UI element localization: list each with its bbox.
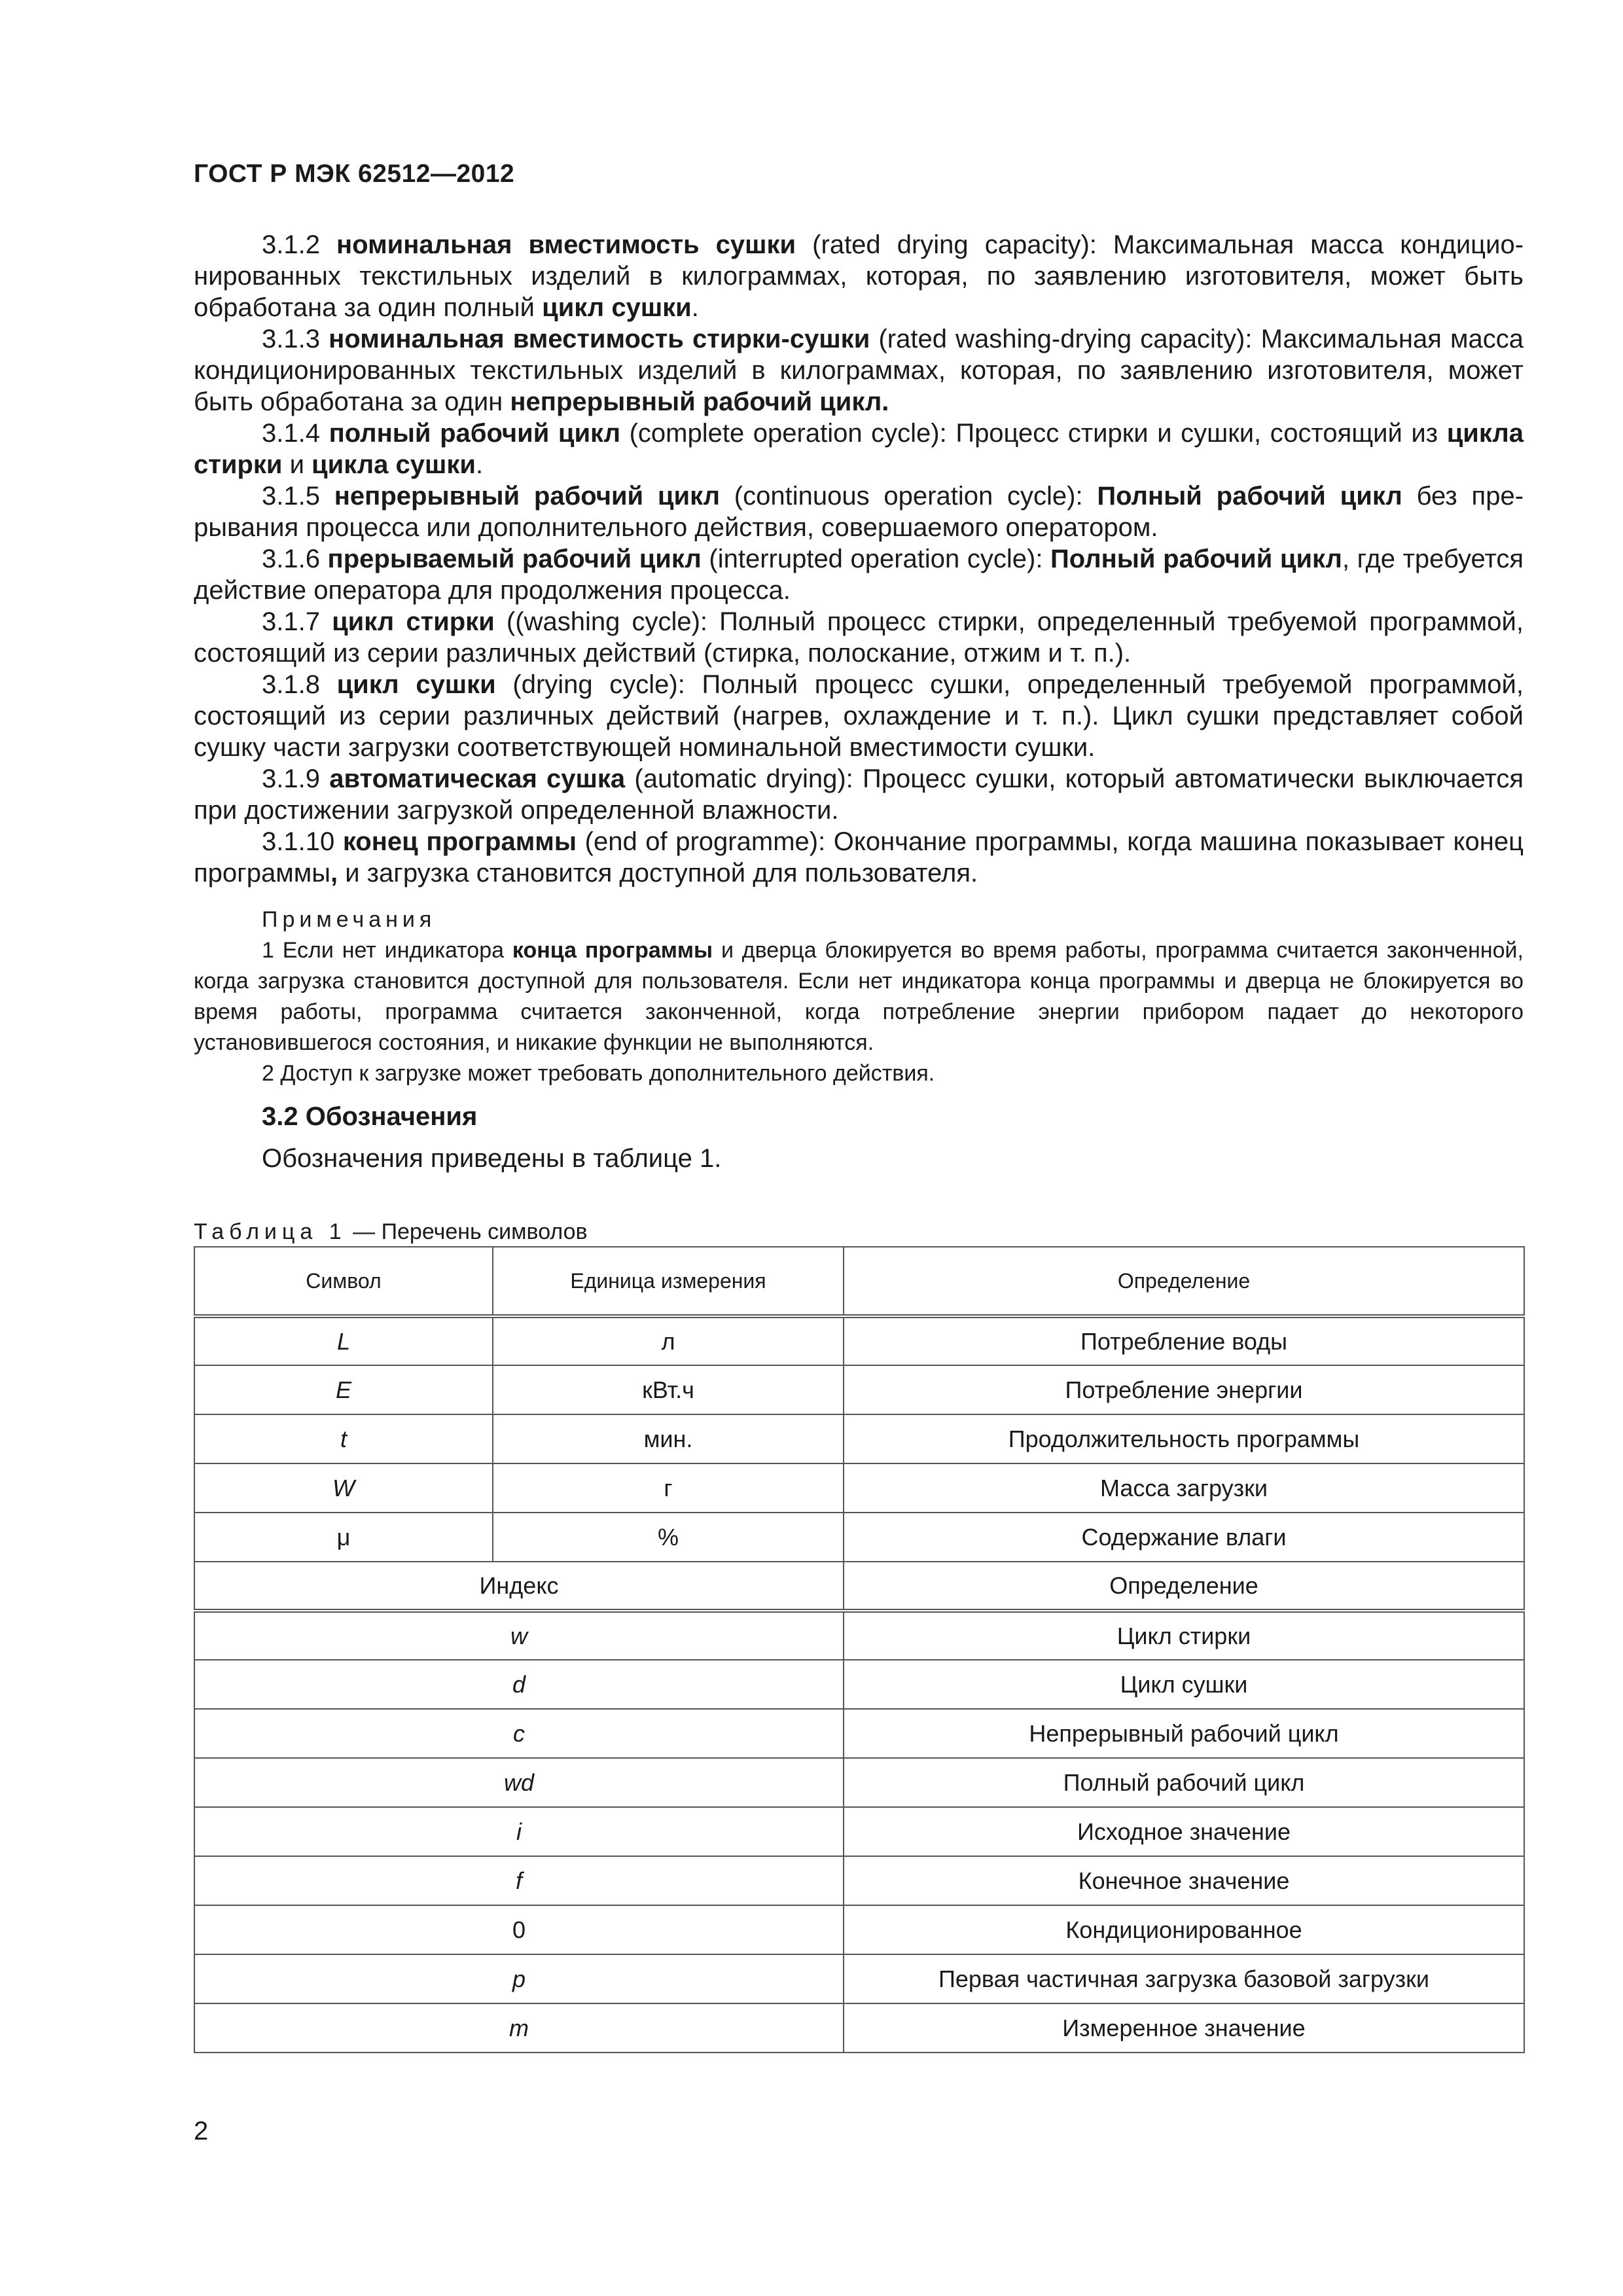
definition-cell: Масса загрузки — [844, 1463, 1524, 1513]
table-row — [194, 1463, 1524, 1513]
term-bold: цикл сушки — [336, 670, 496, 699]
definition-cell: Первая частичная загрузка базовой загрузки — [844, 1954, 1524, 2003]
section-heading: 3.2 Обозначения — [262, 1102, 478, 1131]
term-bold: цикл сушки — [542, 293, 692, 322]
term-bold: конец программы — [342, 827, 577, 856]
text-segment: (interrupted operation cycle): — [701, 545, 1050, 573]
definition-cell: Конечное значение — [844, 1856, 1524, 1905]
table-caption-label: Таблица 1 — [194, 1219, 347, 1244]
table-row — [194, 1807, 1524, 1856]
definition-d316 — [194, 543, 1524, 606]
symbol-cell: L — [194, 1316, 493, 1365]
index-definition-header: Определение — [844, 1562, 1524, 1611]
symbol-cell: E — [194, 1365, 493, 1414]
text-segment: 3.1.5 — [262, 482, 334, 511]
unit-cell: кВт.ч — [493, 1365, 844, 1414]
table-row — [194, 1758, 1524, 1807]
notes-block — [194, 905, 1524, 1089]
text-segment: (rated drying capacity): Максимальная масса кондиционированных текстильных изделий в килограммах, которая, по заявлению изготовителя, может быть обработана за один полный — [194, 230, 1524, 322]
unit-cell: % — [493, 1513, 844, 1562]
note-n1 — [194, 935, 1524, 1058]
table-row — [194, 1954, 1524, 2003]
index-cell: f — [194, 1856, 844, 1905]
definition-cell: Потребление воды — [844, 1316, 1524, 1365]
definition-d3110 — [194, 826, 1524, 889]
text-segment: 3.1.9 — [262, 764, 330, 793]
table-header-row — [194, 1247, 1524, 1316]
term-bold: полный рабочий цикл — [329, 419, 620, 448]
document-header: ГОСТ Р МЭК 62512—2012 — [194, 160, 515, 188]
note-n2 — [194, 1058, 1524, 1089]
symbol-cell: t — [194, 1414, 493, 1463]
definition-d318 — [194, 669, 1524, 763]
table-row — [194, 1365, 1524, 1414]
definition-cell: Полный рабочий цикл — [844, 1758, 1524, 1807]
page-number: 2 — [194, 2117, 209, 2145]
index-cell: m — [194, 2003, 844, 2053]
definition-cell: Непрерывный рабочий цикл — [844, 1709, 1524, 1758]
text-segment: и — [282, 450, 312, 479]
definition-d314 — [194, 418, 1524, 480]
definition-d315 — [194, 480, 1524, 543]
text-segment: (continuous operation cycle): — [720, 482, 1097, 511]
table-row — [194, 1513, 1524, 1562]
term-bold: номинальная вместимость сушки — [336, 230, 796, 259]
unit-cell: л — [493, 1316, 844, 1365]
definition-cell: Кондиционированное — [844, 1905, 1524, 1954]
term-bold: прерываемый рабочий цикл — [327, 545, 702, 573]
term-bold: , — [330, 859, 338, 888]
definitions-list — [194, 229, 1524, 889]
unit-cell: мин. — [493, 1414, 844, 1463]
index-cell: w — [194, 1611, 844, 1660]
term-bold: цикл стирки — [332, 607, 495, 636]
table-row — [194, 1316, 1524, 1365]
symbols-table — [194, 1246, 1525, 2053]
term-bold: цикла стирки — [194, 419, 1524, 479]
text-segment: 3.1.4 — [262, 419, 329, 448]
definition-d317 — [194, 606, 1524, 669]
table-row — [194, 1856, 1524, 1905]
table-body — [194, 1316, 1524, 2053]
table-row — [194, 2003, 1524, 2053]
text-segment: 3.1.6 — [262, 545, 328, 573]
symbol-cell: μ — [194, 1513, 493, 1562]
table-row — [194, 1660, 1524, 1709]
section-intro: Обозначения приведены в таблице 1. — [262, 1144, 722, 1173]
text-segment: , где требуется действие оператора для продолжения процесса. — [194, 545, 1524, 605]
text-segment: и загрузка становится доступной для пользователя. — [338, 859, 978, 888]
text-segment: 3.1.7 — [262, 607, 332, 636]
header-unit: Единица измерения — [493, 1247, 844, 1316]
definition-cell: Цикл сушки — [844, 1660, 1524, 1709]
term-bold: Полный рабочий цикл — [1097, 482, 1402, 511]
text-segment: 2 Доступ к загрузке может требовать дополнительного действия. — [262, 1061, 935, 1086]
text-segment: 1 Если нет индикатора — [262, 938, 512, 963]
document-body — [194, 229, 1524, 1246]
text-segment: 3.1.2 — [262, 230, 337, 259]
text-segment: ((washing cycle): Полный процесс стирки, определенный требуемой программой, состоящий из серии различных действий (стирка, полоскание, отжим и т. п.). — [194, 607, 1524, 668]
definition-cell: Продолжительность программы — [844, 1414, 1524, 1463]
table-row — [194, 1611, 1524, 1660]
term-bold: номинальная вместимость стирки-сушки — [329, 325, 870, 353]
notes-title: Примечания — [262, 907, 437, 932]
definition-cell: Исходное значение — [844, 1807, 1524, 1856]
table-caption — [194, 1217, 1524, 1246]
index-cell: i — [194, 1807, 844, 1856]
table-row — [194, 1414, 1524, 1463]
index-header: Индекс — [194, 1562, 844, 1611]
header-symbol: Символ — [194, 1247, 493, 1316]
symbol-cell: W — [194, 1463, 493, 1513]
term-bold: цикла сушки — [312, 450, 476, 479]
index-cell: p — [194, 1954, 844, 2003]
text-segment: . — [691, 293, 699, 322]
index-cell: d — [194, 1660, 844, 1709]
term-bold: непрерывный рабочий цикл — [334, 482, 721, 511]
term-bold: автоматическая сушка — [329, 764, 626, 793]
index-cell: 0 — [194, 1905, 844, 1954]
text-segment: (rated washing-drying capacity): Максимальная масса кондиционированных текстильных изделий в килограммах, которая, по заявлению изготовителя, может быть обработана за один — [194, 325, 1524, 416]
table-row — [194, 1709, 1524, 1758]
index-header-row — [194, 1562, 1524, 1611]
text-segment: (end of programme): Окончание программы, когда машина показывает конец программы — [194, 827, 1524, 888]
text-segment: и дверца блокируется во время работы, программа считается законченной, когда загрузка становится доступной для пользователя. Если нет индикатора конца программы и дверца не блокируется во время работы, программа считается законченной, когда потребление энергии прибором падает до некоторого установившегося состояния, и никакие функции не выполняются. — [194, 938, 1524, 1055]
definition-cell: Измеренное значение — [844, 2003, 1524, 2053]
text-segment: (complete operation cycle): Процесс стирки и сушки, состоящий из — [620, 419, 1447, 448]
header-definition: Определение — [844, 1247, 1524, 1316]
text-segment: (drying cycle): Полный процесс сушки, определенный требуемой программой, состоящий из серии различных действий (нагрев, охлаждение и т. п.). Цикл сушки представляет собой сушку части загрузки соответствующей номинальной вместимости сушки. — [194, 670, 1524, 762]
text-segment: (automatic drying): Процесс сушки, который автоматически выключается при достижении загрузкой определенной влажности. — [194, 764, 1524, 825]
table-caption-text: — Перечень символов — [346, 1219, 588, 1244]
table-row — [194, 1905, 1524, 1954]
definition-cell: Цикл стирки — [844, 1611, 1524, 1660]
text-segment: 3.1.10 — [262, 827, 343, 856]
term-bold: непрерывный рабочий цикл. — [510, 387, 889, 416]
text-segment: . — [475, 450, 484, 479]
index-cell: c — [194, 1709, 844, 1758]
index-cell: wd — [194, 1758, 844, 1807]
text-segment: 3.1.3 — [262, 325, 329, 353]
definition-cell: Содержание влаги — [844, 1513, 1524, 1562]
unit-cell: г — [493, 1463, 844, 1513]
definition-cell: Потребление энергии — [844, 1365, 1524, 1414]
term-bold: конца программы — [512, 938, 713, 963]
definition-d312 — [194, 229, 1524, 323]
definition-d319 — [194, 763, 1524, 826]
text-segment: без прерывания процесса или дополнительного действия, совершаемого оператором. — [194, 482, 1524, 542]
text-segment: 3.1.8 — [262, 670, 337, 699]
term-bold: Полный рабочий цикл — [1050, 545, 1342, 573]
definition-d313 — [194, 323, 1524, 418]
notes-list — [194, 935, 1524, 1089]
